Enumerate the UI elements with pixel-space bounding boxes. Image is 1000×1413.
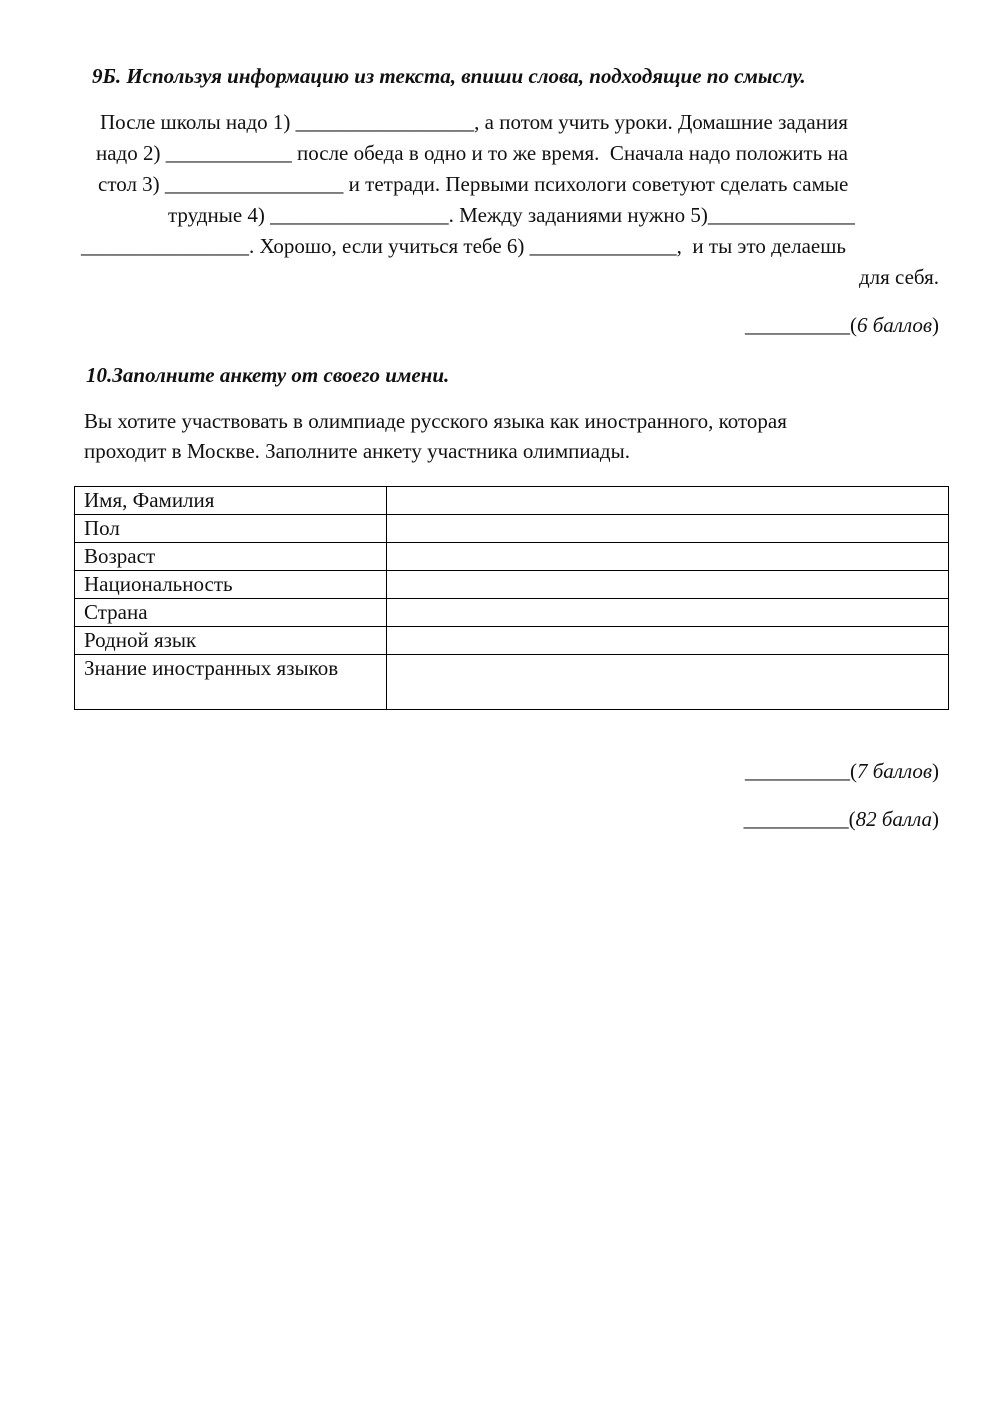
table-row	[75, 543, 949, 571]
row-input-age[interactable]	[387, 543, 949, 571]
task9-line-6: для себя.	[858, 265, 939, 289]
task10-score-blank[interactable]: __________	[745, 759, 850, 783]
task10-intro-line-1: Вы хотите участвовать в олимпиаде русского языка как иностранного, которая	[84, 409, 787, 433]
task9-line-1: После школы надо 1) _________________, а потом учить уроки. Домашние задания	[100, 110, 848, 134]
row-label-native-language: Родной язык	[75, 627, 387, 655]
total-score-text: 82 балла	[855, 807, 932, 831]
table-row	[75, 599, 949, 627]
table-row	[75, 571, 949, 599]
row-label-name: Имя, Фамилия	[75, 487, 387, 515]
row-input-name[interactable]	[387, 487, 949, 515]
task9-line-3: стол 3) _________________ и тетради. Первыми психологи советуют сделать самые	[98, 172, 849, 196]
row-input-gender[interactable]	[387, 515, 949, 543]
row-label-age: Возраст	[75, 543, 387, 571]
table-row	[75, 655, 949, 710]
task9-score: __________(6 баллов)	[745, 313, 939, 337]
row-input-country[interactable]	[387, 599, 949, 627]
task9-score-text: 6 баллов	[857, 313, 932, 337]
row-label-nationality: Национальность	[75, 571, 387, 599]
task9-line-5: ________________. Хорошо, если учиться тебе 6) ______________, и ты это делаешь	[81, 234, 846, 258]
row-label-gender: Пол	[75, 515, 387, 543]
task9-line-4: трудные 4) _________________. Между заданиями нужно 5)______________	[168, 203, 855, 227]
questionnaire-table	[74, 486, 949, 710]
table-row	[75, 627, 949, 655]
table-row	[75, 487, 949, 515]
task9-score-blank[interactable]: __________	[745, 313, 850, 337]
task10-score-text: 7 баллов	[857, 759, 932, 783]
table-row	[75, 515, 949, 543]
task10-heading: 10.Заполните анкету от своего имени.	[86, 363, 450, 387]
total-score-blank[interactable]: __________	[743, 807, 849, 831]
row-label-country: Страна	[75, 599, 387, 627]
task10-score: __________(7 баллов)	[745, 759, 939, 783]
row-input-nationality[interactable]	[387, 571, 949, 599]
task9-heading: 9Б. Используя информацию из текста, впиши слова, подходящие по смыслу.	[92, 64, 806, 88]
row-label-foreign-languages: Знание иностранных языков	[75, 655, 387, 710]
row-input-native-language[interactable]	[387, 627, 949, 655]
total-score: __________(82 балла)	[743, 807, 939, 831]
task10-intro-line-2: проходит в Москве. Заполните анкету участника олимпиады.	[84, 439, 630, 463]
row-input-foreign-languages[interactable]	[387, 655, 949, 710]
task9-line-2: надо 2) ____________ после обеда в одно и то же время. Сначала надо положить на	[96, 141, 849, 165]
